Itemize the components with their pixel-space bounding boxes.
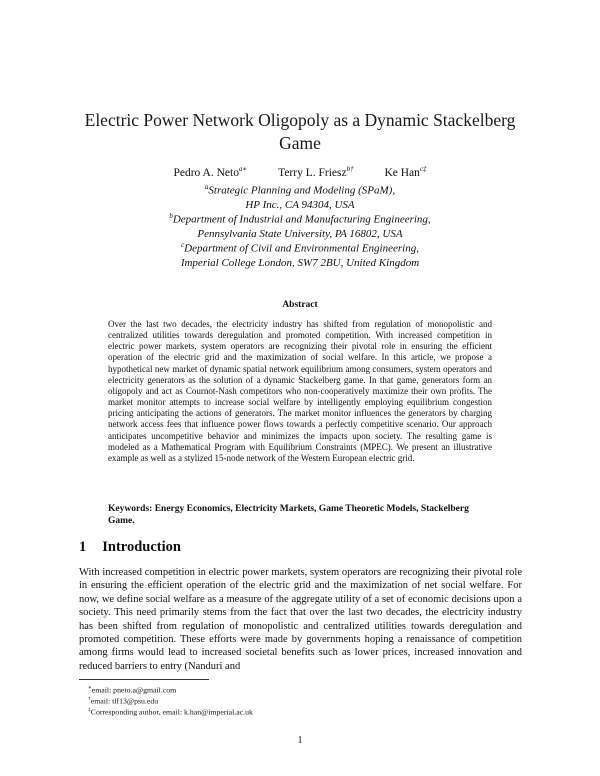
section-title: Introduction: [102, 539, 181, 555]
section-number: 1: [79, 539, 87, 555]
author-1: [173, 167, 247, 179]
abstract-heading: Abstract: [282, 300, 318, 310]
author-name: Terry L. Friesz: [278, 166, 347, 179]
footnote-3: [88, 705, 253, 718]
author-mark: a∗: [238, 165, 248, 173]
footnote-text: Corresponding author, email: k.han@imperial.ac.uk: [90, 707, 253, 717]
affiliation-a: [0, 180, 600, 213]
author-name: Pedro A. Neto: [173, 166, 239, 179]
affiliation-line: Pennsylvania State University, PA 16802, USA: [197, 228, 403, 241]
footnote-text: email: tlf13@psu.edu: [90, 696, 159, 706]
author-name: Ke Han: [384, 166, 420, 179]
affiliation-line: Imperial College London, SW7 2BU, United Kingdom: [180, 257, 420, 270]
footnote-mark: ∗: [88, 685, 92, 691]
author-mark: b†: [346, 165, 354, 173]
footnote-rule: [79, 679, 209, 680]
affiliation-line: HP Inc., CA 94304, USA: [245, 199, 355, 212]
section-heading: [79, 539, 181, 556]
footnote-mark: ‡: [88, 707, 91, 713]
author-mark: c‡: [419, 165, 427, 173]
paper-title: [60, 109, 540, 155]
page-number: 1: [297, 735, 303, 746]
affiliation-mark: c: [181, 241, 185, 249]
affiliation-line: Department of Civil and Environmental Engineering,: [184, 242, 419, 255]
affiliation-b: [0, 209, 600, 242]
affiliation-mark: b: [169, 212, 173, 220]
affiliation-line: Department of Industrial and Manufacturing Engineering,: [172, 213, 431, 226]
author-list: [0, 165, 600, 179]
title-line-2: Game: [279, 133, 321, 153]
author-3: [384, 167, 426, 179]
author-2: [278, 167, 354, 179]
affiliation-line: Strategic Planning and Modeling (SPaM),: [208, 184, 396, 197]
affiliation-mark: a: [204, 183, 209, 191]
footnote-text: email: pneto.a@gmail.com: [91, 685, 177, 695]
abstract-text: Over the last two decades, the electricity industry has shifted from regulation of monopolistic and centralized utilities towards deregulation and promoted competition. With increased competition in electric power markets, system operators are recognizing their pivotal role in ensuring the efficient operation of the electric grid and the maximization of social welfare. In this article, we propose a hypothetical new market of dynamic spatial network equilibrium among consumers, system operators and electricity generators as the solution of a dynamic Stackelberg game. In that game, generators form an oligopoly and act as Cournot-Nash competitors who non-cooperatively maximize their own profits. The market monitor attempts to increase social welfare by intelligently employing equilibrium congestion pricing anticipating the actions of generators. The market monitor influences the generators by charging network access fees that influence power flows towards a perfectly competitive scenario. Our approach anticipates uncompetitive behavior and minimizes the impacts upon society. The resulting game is modeled as a Mathematical Program with Equilibrium Constraints (MPEC). We present an illustrative example as well as a stylized 15-node network of the Western European electric grid.: [108, 319, 492, 463]
intro-paragraph: With increased competition in electric power markets, system operators are recognizing their pivotal role in ensuring the efficient operation of the electric grid and the maximization of net social welfare. For now, we define social welfare as a measure of the aggregate utility of a set of economic decisions upon a society. This need primarily stems from the fact that over the last two decades, the electricity industry has been shifted from regulation of monopolistic and centralized utilities towards deregulation and promoted competition. These efforts were made by governments hoping a renaissance of competition among firms would lead to increased societal benefits such as lower prices, increased innovation and reduced barriers to entry (Nanduri and: [79, 567, 522, 672]
keywords: Keywords: Energy Economics, Electricity Markets, Game Theoretic Models, Stackelberg Game.: [108, 504, 469, 526]
title-line-1: Electric Power Network Oligopoly as a Dynamic Stackelberg: [84, 110, 516, 130]
footnote-mark: †: [88, 696, 91, 702]
affiliation-c: [0, 238, 600, 271]
